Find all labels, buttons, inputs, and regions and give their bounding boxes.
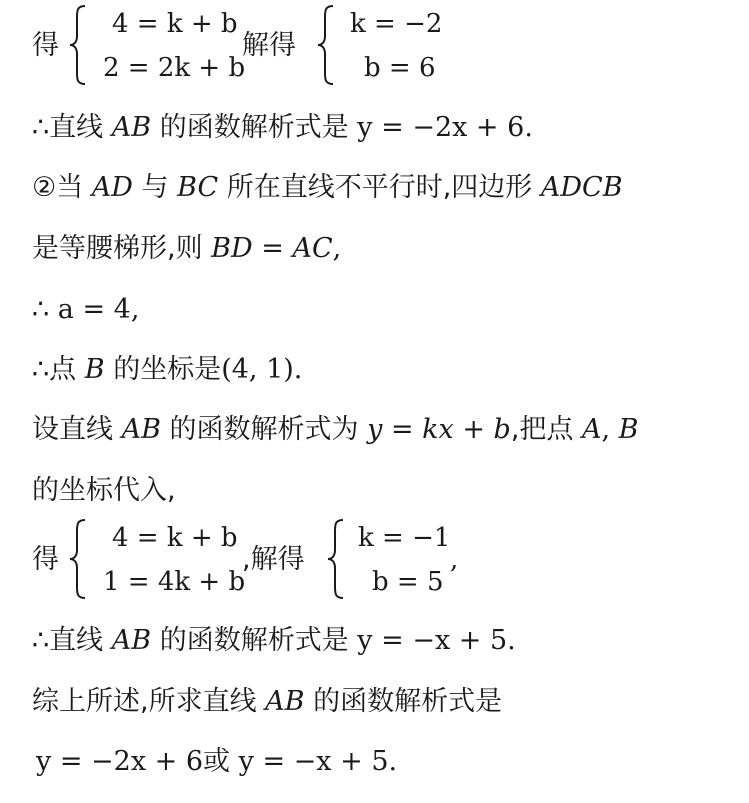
system-2-eq-2: 1 = 4k + b <box>103 567 246 597</box>
system-2-eq-1: 4 = k + b <box>112 523 238 553</box>
system-1-eq-2: 2 = 2k + b <box>103 53 246 83</box>
equation-a-4: a = 4 <box>57 294 131 325</box>
equation-y-neg2x-6: y = −2x + 6 <box>357 112 525 143</box>
left-brace-icon <box>316 4 336 86</box>
system-1-eq-1: 4 = k + b <box>112 9 238 39</box>
equation-system-2 <box>32 518 472 600</box>
system-1-sol-2: b = 6 <box>364 53 436 83</box>
point-b-coordinate: (4, 1) <box>221 354 294 385</box>
system-2-sol-2: b = 5 <box>372 567 444 597</box>
system-2-sol-1: k = −1 <box>358 523 451 553</box>
equation-bd-ac: BD = AC <box>211 233 333 264</box>
substitute-line: 的坐标代入, <box>32 475 176 506</box>
trapezoid-line: 是等腰梯形,则 BD = AC, <box>32 233 342 264</box>
system-2-end: , <box>450 545 459 575</box>
equation-system-1 <box>32 4 472 86</box>
system-1-sol-1: k = −2 <box>350 9 443 39</box>
summary-line: 综上所述,所求直线 AB 的函数解析式是 <box>32 686 503 717</box>
setup-line: 设直线 AB 的函数解析式为 y = kx + b,把点 A, B <box>32 414 639 445</box>
result-line-1: ∴直线 AB 的函数解析式是 y = −2x + 6. <box>32 112 533 143</box>
case-2-line: ②当 AD 与 BC 所在直线不平行时,四边形 ADCB <box>32 172 623 203</box>
point-b-line: ∴点 B 的坐标是(4, 1). <box>32 354 303 385</box>
final-answer-line: y = −2x + 6或 y = −x + 5. <box>36 746 398 777</box>
result-line-2: ∴直线 AB 的函数解析式是 y = −x + 5. <box>32 625 516 656</box>
left-brace-icon <box>68 518 88 600</box>
system-2-lead: 得 <box>32 544 59 575</box>
left-brace-icon <box>326 518 346 600</box>
a-value-line: ∴ a = 4, <box>32 294 140 325</box>
system-1-mid: 解得 <box>242 30 296 61</box>
equation-y-kx-b: y = kx + b <box>367 414 511 445</box>
equation-y-negx-5: y = −x + 5 <box>357 625 508 656</box>
system-1-lead: 得 <box>32 30 59 61</box>
final-equation-1: y = −2x + 6 <box>36 746 204 777</box>
system-2-mid: ,解得 <box>242 544 305 575</box>
left-brace-icon <box>68 4 88 86</box>
final-equation-2: y = −x + 5 <box>238 746 389 777</box>
